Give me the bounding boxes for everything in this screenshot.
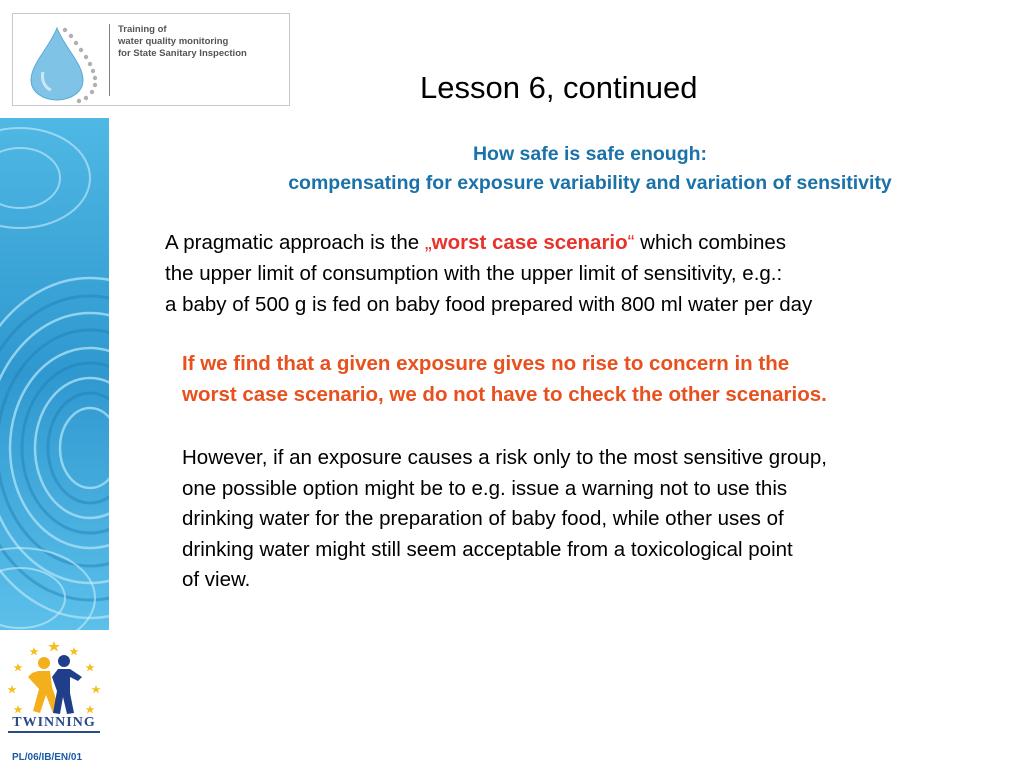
logo-line: for State Sanitary Inspection (118, 48, 247, 59)
paragraph-line: of view. (182, 568, 251, 591)
quote-open: „ (424, 231, 432, 254)
water-drop-icon (19, 20, 109, 104)
paragraph-line: If we find that a given exposure gives no rise to concern in the (182, 352, 790, 375)
text-fragment: A pragmatic approach is the (165, 231, 425, 254)
paragraph-line: one possible option might be to e.g. issue a warning not to use this (182, 476, 788, 500)
paragraph-line: drinking water might still seem acceptable from a toxicological point (182, 537, 793, 561)
paragraph-sensitive-group (182, 443, 827, 596)
logo-text (118, 24, 247, 60)
paragraph-line: worst case scenario, we do not have to check the other scenarios. (182, 383, 827, 406)
subtitle (160, 140, 1020, 198)
header-logo (12, 13, 290, 106)
logo-divider (109, 24, 110, 96)
paragraph-conclusion (182, 348, 827, 410)
paragraph-worst-case (165, 227, 812, 320)
paragraph-line: the upper limit of consumption with the upper limit of sensitivity, e.g.: (165, 262, 783, 285)
text-fragment: which combines (634, 231, 787, 254)
water-ripple-image (0, 118, 109, 630)
paragraph-line: However, if an exposure causes a risk only to the most sensitive group, (182, 446, 827, 469)
worst-case-highlight: worst case scenario (431, 231, 628, 254)
logo-line: Training of (118, 24, 167, 35)
twinning-label: TWINNING (12, 715, 96, 730)
page-title: Lesson 6, continued (420, 70, 698, 105)
subtitle-line-2: compensating for exposure variability and variation of sensitivity (288, 172, 892, 194)
document-code: PL/06/IB/EN/01 (12, 752, 83, 763)
paragraph-line: drinking water for the preparation of baby food, while other uses of (182, 507, 784, 530)
quote-close: “ (627, 231, 635, 254)
twinning-underline (8, 731, 100, 733)
logo-line: water quality monitoring (118, 36, 229, 47)
paragraph-line: a baby of 500 g is fed on baby food prepared with 800 ml water per day (165, 293, 813, 316)
subtitle-line-1: How safe is safe enough: (472, 143, 708, 165)
paragraph-line (165, 227, 812, 258)
